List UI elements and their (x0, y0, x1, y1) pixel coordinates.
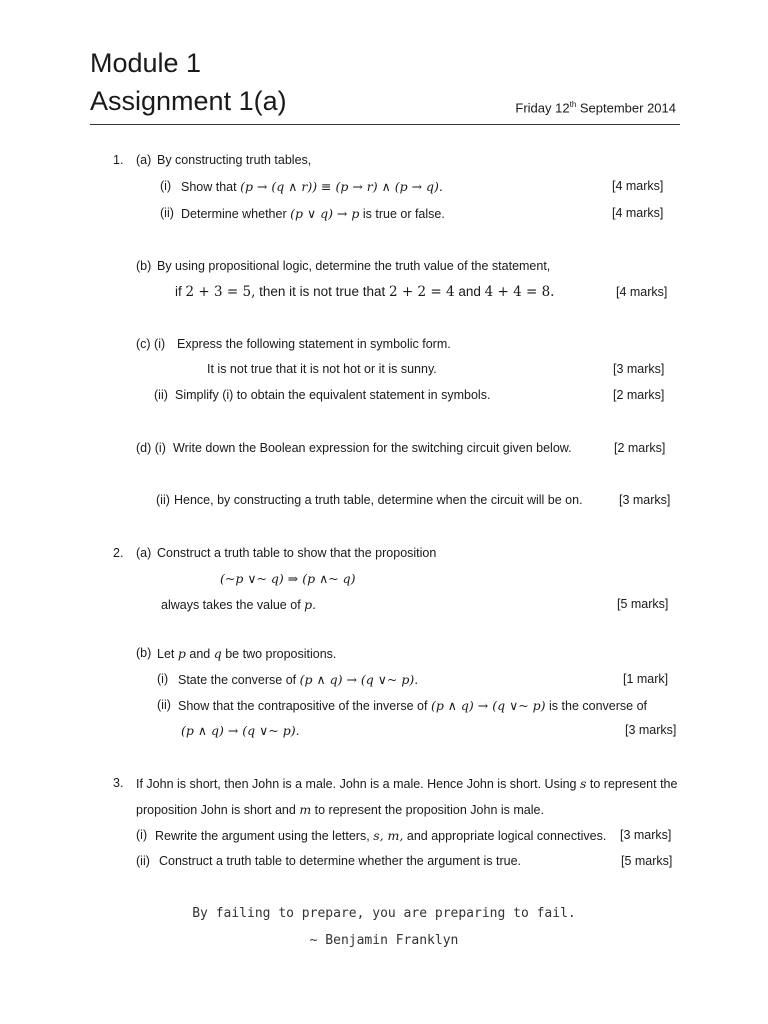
q1c-label: (c) (i) (136, 337, 166, 351)
quote-text: By failing to prepare, you are preparing to fail. (192, 906, 576, 921)
q3-i-label: (i) (136, 828, 148, 842)
q1c-text: Express the following statement in symbolic form. (177, 337, 451, 351)
q3-ii-label: (ii) (136, 854, 150, 868)
q2b-i-text: State the converse of (p ∧ q) → (q ∨~ p). (178, 672, 419, 687)
q2a-math: (~p ∨~ q) ⇒ (p ∧~ q) (220, 571, 356, 586)
assignment-date: Friday 12th September 2014 (515, 100, 676, 116)
q2b-ii-text: Show that the contrapositive of the inverse of (p ∧ q) → (q ∨~ p) is the converse of (178, 698, 647, 713)
module-title: Module 1 (90, 48, 202, 78)
q1c-ii-marks: [2 marks] (613, 388, 665, 402)
q3-i-text: Rewrite the argument using the letters, s, m, and appropriate logical connectives. (155, 828, 607, 843)
q1b-label: (b) (136, 259, 152, 273)
q1-number: 1. (113, 153, 124, 167)
q3-text-line1: If John is short, then John is a male. John is a male. Hence John is short. Using s to represent the (136, 776, 678, 791)
q2a-marks: [5 marks] (617, 597, 669, 611)
q2b-label: (b) (136, 646, 152, 660)
q3-text-line2: proposition John is short and m to represent the proposition John is male. (136, 802, 544, 817)
q2a-text2: always takes the value of p. (161, 597, 317, 612)
assignment-title: Assignment 1(a) (90, 86, 287, 116)
q1a-label: (a) (136, 153, 152, 167)
q1a-i-marks: [4 marks] (612, 179, 664, 193)
q3-ii-text: Construct a truth table to determine whether the argument is true. (159, 854, 521, 868)
q1d-label: (d) (i) (136, 441, 166, 455)
q2-number: 2. (113, 546, 124, 560)
q1a-ii-marks: [4 marks] (612, 206, 664, 220)
q3-number: 3. (113, 776, 124, 790)
q2a-text: Construct a truth table to show that the proposition (157, 546, 437, 560)
q1a-ii-text: Determine whether (p ∨ q) → p is true or false. (181, 206, 445, 221)
q1c-ii-label: (ii) (154, 388, 168, 402)
q1a-ii-math: (p ∨ q) → p (290, 206, 360, 221)
q1a-i-text: Show that (p → (q ∧ r)) ≡ (p → r) ∧ (p → q). (181, 179, 443, 194)
q3-ii-marks: [5 marks] (621, 854, 673, 868)
q1a-i-label: (i) (160, 179, 172, 193)
q1d-ii-text: Hence, by constructing a truth table, determine when the circuit will be on. (174, 493, 583, 507)
q1d-text: Write down the Boolean expression for the switching circuit given below. (173, 441, 572, 455)
q3-i-marks: [3 marks] (620, 828, 672, 842)
q1a-text: By constructing truth tables, (157, 153, 312, 167)
q2a-label: (a) (136, 546, 152, 560)
q1d-ii-label: (ii) (156, 493, 170, 507)
q1c-i-marks: [3 marks] (613, 362, 665, 376)
q2b-i-label: (i) (157, 672, 169, 686)
q1a-i-math: (p → (q ∧ r)) ≡ (p → r) ∧ (p → q). (240, 179, 443, 194)
q1b-statement: if 2 + 3 = 5, then it is not true that 2 + 2 = 4 and 4 + 4 = 8. (175, 284, 555, 300)
q1a-ii-label: (ii) (160, 206, 174, 220)
q1b-text: By using propositional logic, determine the truth value of the statement, (157, 259, 551, 273)
q2b-ii-marks: [3 marks] (625, 723, 677, 737)
header-divider (90, 124, 680, 125)
quote-author: ~ Benjamin Franklyn (309, 933, 459, 948)
q1b-marks: [4 marks] (616, 285, 668, 299)
q2b-ii-label: (ii) (157, 698, 171, 712)
q1c-statement: It is not true that it is not hot or it is sunny. (207, 362, 437, 376)
q2b-i-marks: [1 mark] (623, 672, 669, 686)
q1d-i-marks: [2 marks] (614, 441, 666, 455)
q1d-ii-marks: [3 marks] (619, 493, 671, 507)
q2b-text: Let p and q be two propositions. (157, 646, 337, 661)
q1c-ii-text: Simplify (i) to obtain the equivalent statement in symbols. (175, 388, 491, 402)
q2b-ii-math2: (p ∧ q) → (q ∨~ p). (181, 723, 300, 738)
